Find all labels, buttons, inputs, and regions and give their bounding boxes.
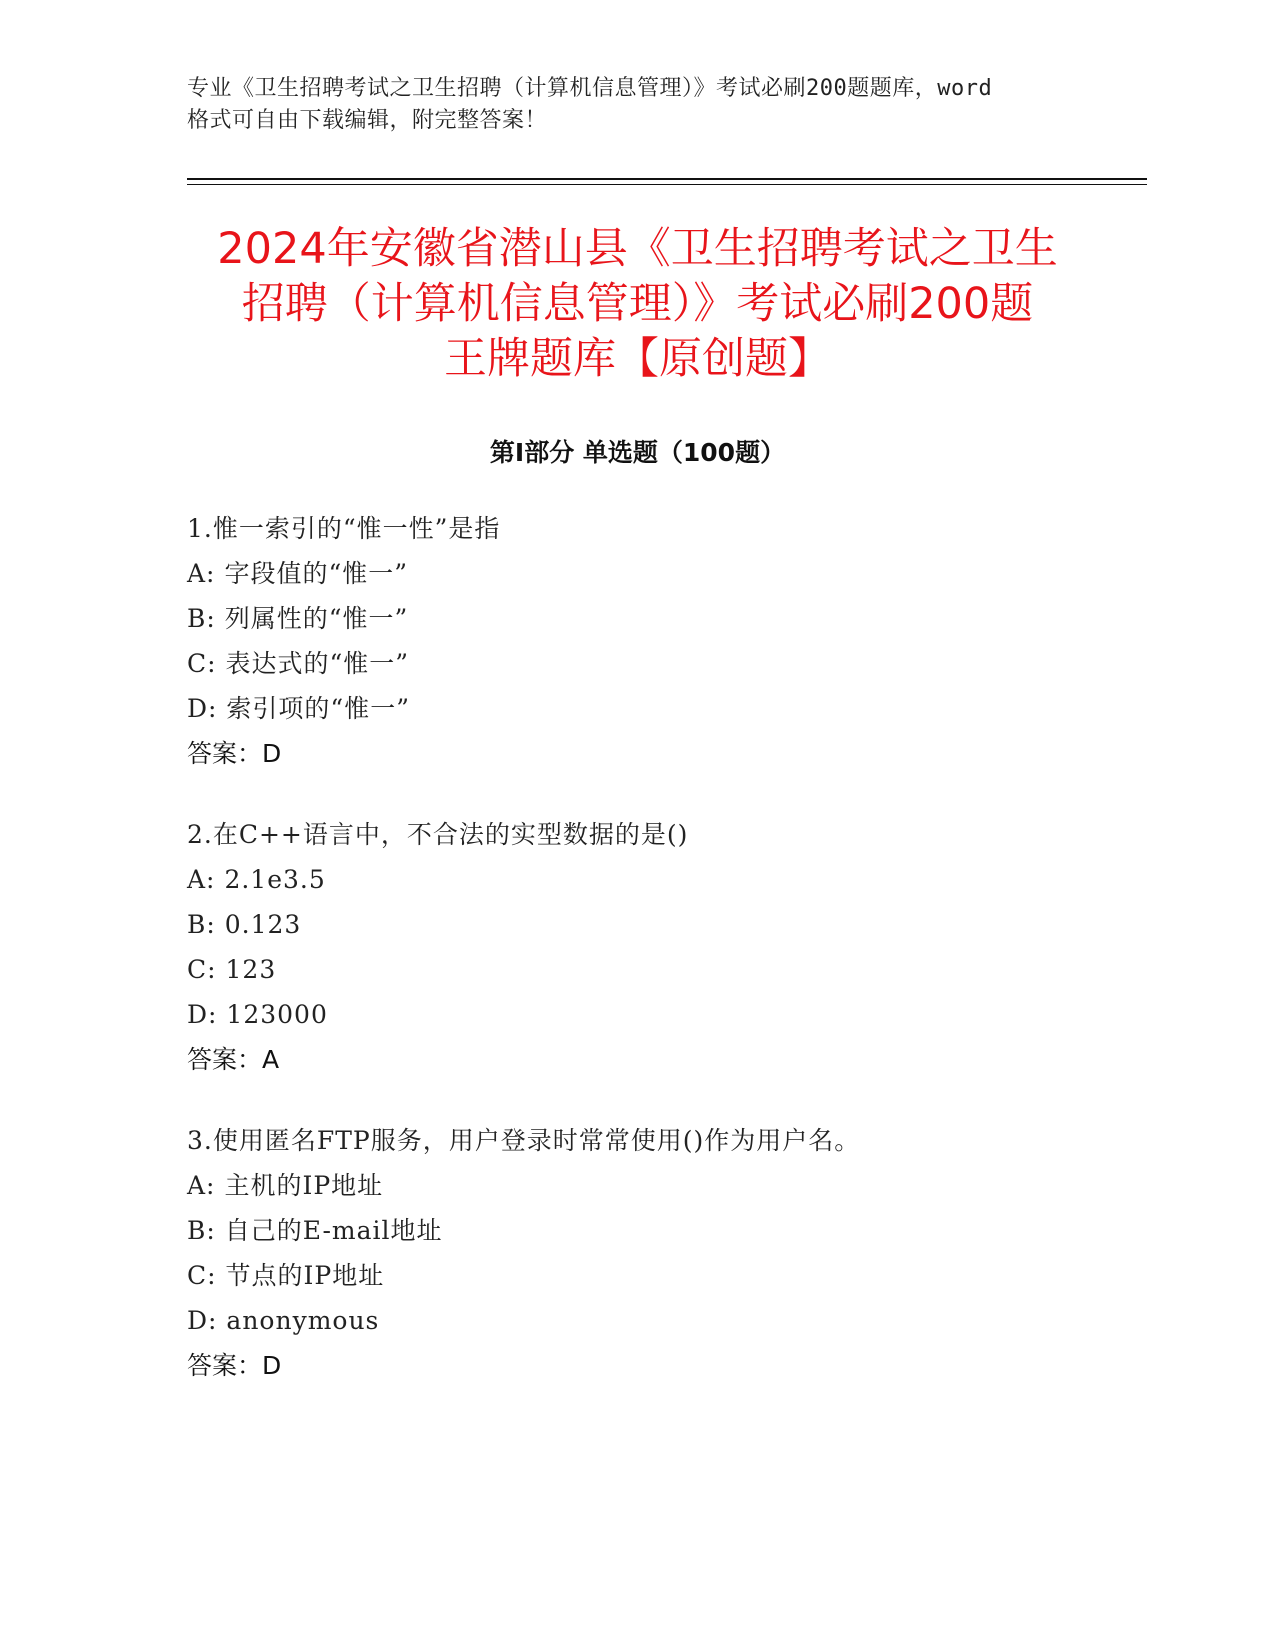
option-text: 自己的E-mail地址 <box>224 1216 443 1245</box>
option-b <box>187 596 1087 641</box>
option-text: 字段值的“惟一” <box>224 559 408 588</box>
question-1 <box>187 506 1087 776</box>
option-letter: D: <box>187 1306 218 1335</box>
option-text: 列属性的“惟一” <box>224 604 409 633</box>
option-letter: B: <box>187 1216 216 1245</box>
option-c <box>187 1253 1087 1298</box>
option-text: 索引项的“惟一” <box>226 694 410 723</box>
header-rule-thick <box>187 178 1147 180</box>
option-text: 表达式的“惟一” <box>225 649 410 678</box>
intro-line-1: 专业《卫生招聘考试之卫生招聘（计算机信息管理）》考试必刷200题题库，word <box>187 76 993 101</box>
option-c <box>187 641 1087 686</box>
question-2 <box>187 812 1087 1082</box>
document-title <box>150 222 1125 387</box>
option-letter: C: <box>187 649 217 678</box>
option-letter: A: <box>187 559 216 588</box>
section-heading: 第I部分 单选题（100题） <box>489 438 786 467</box>
option-b <box>187 1208 1087 1253</box>
option-letter: D: <box>187 694 218 723</box>
option-letter: C: <box>187 1261 217 1290</box>
option-letter: A: <box>187 1171 216 1200</box>
option-text: anonymous <box>226 1306 380 1335</box>
option-letter: B: <box>187 910 216 939</box>
option-text: 节点的IP地址 <box>225 1261 385 1290</box>
option-d <box>187 686 1087 731</box>
intro-text <box>187 73 1087 137</box>
title-line-1: 2024年安徽省潜山县《卫生招聘考试之卫生 <box>217 224 1058 274</box>
option-a <box>187 551 1087 596</box>
option-letter: D: <box>187 1000 218 1029</box>
option-d <box>187 992 1087 1037</box>
title-line-2: 招聘（计算机信息管理）》考试必刷200题 <box>241 279 1034 329</box>
option-text: 123 <box>225 955 277 984</box>
option-d <box>187 1298 1087 1343</box>
option-text: 0.123 <box>224 910 302 939</box>
answer-line: 答案：D <box>187 1351 282 1380</box>
option-letter: B: <box>187 604 216 633</box>
question-stem: 3.使用匿名FTP服务，用户登录时常常使用()作为用户名。 <box>187 1126 861 1155</box>
option-letter: A: <box>187 865 216 894</box>
answer-line: 答案：A <box>187 1045 280 1074</box>
option-b <box>187 902 1087 947</box>
question-stem: 2.在C++语言中，不合法的实型数据的是() <box>187 820 689 849</box>
option-c <box>187 947 1087 992</box>
header-rule-thin <box>187 184 1147 185</box>
title-line-3: 王牌题库【原创题】 <box>444 334 831 384</box>
option-text: 2.1e3.5 <box>224 865 326 894</box>
intro-line-2: 格式可自由下载编辑，附完整答案！ <box>187 108 548 133</box>
option-text: 123000 <box>226 1000 328 1029</box>
option-letter: C: <box>187 955 217 984</box>
option-a <box>187 1163 1087 1208</box>
option-text: 主机的IP地址 <box>224 1171 384 1200</box>
answer-line: 答案：D <box>187 739 282 768</box>
question-3 <box>187 1118 1087 1388</box>
question-stem: 1.惟一索引的“惟一性”是指 <box>187 514 501 543</box>
option-a <box>187 857 1087 902</box>
